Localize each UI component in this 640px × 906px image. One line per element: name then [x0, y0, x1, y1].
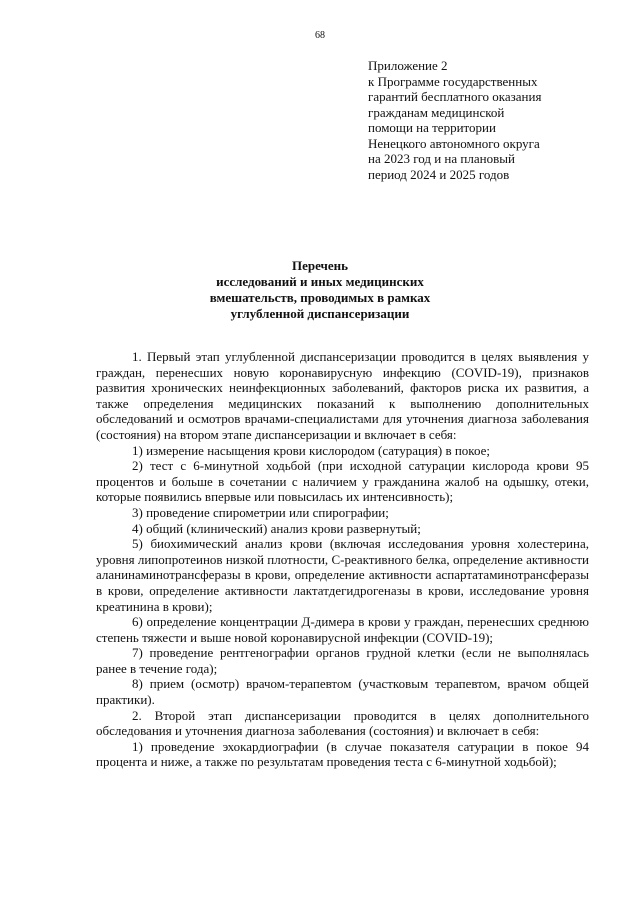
appendix-line: гарантий бесплатного оказания	[368, 89, 542, 104]
list-item: 3) проведение спирометрии или спирографии;	[132, 504, 389, 520]
appendix-line: к Программе государственных	[368, 73, 538, 89]
list-item: 4) общий (клинический) анализ крови развернутый;	[132, 520, 421, 536]
document-title	[0, 258, 640, 322]
title-line: вмешательств, проводимых в рамках	[209, 290, 431, 305]
list-item: 1) проведение эхокардиографии (в случае показателя сатурации в покое 94 процента и ниже, а также по результатам проведения теста с 6-минутной ходьбой);	[96, 738, 589, 770]
list-item: 1) измерение насыщения крови кислородом (сатурация) в покое;	[132, 442, 490, 458]
title-line: исследований и иных медицинских	[216, 274, 424, 289]
list-item: 7) проведение рентгенографии органов грудной клетки (если не выполнялась ранее в течение года);	[96, 645, 589, 676]
list-item: 8) прием (осмотр) врачом-терапевтом (участковым терапевтом, врачом общей практики).	[96, 676, 589, 708]
appendix-line: Приложение 2	[368, 58, 448, 73]
list-item: 2) тест с 6-минутной ходьбой (при исходной сатурации кислорода крови 95 процентов и больше в сочетании с наличием у гражданина жалоб на одышку, отеки, которые появились впервые или повысилась их интенсивность);	[96, 458, 589, 505]
appendix-line: период 2024 и 2025 годов	[368, 166, 510, 182]
list-item: 6) определение концентрации Д-димера в крови у граждан, перенесших среднюю степень тяжести и выше новой коронавирусной инфекции (COVID-19);	[96, 614, 589, 645]
appendix-line: на 2023 год и на плановый	[368, 151, 515, 166]
title-line: углубленной диспансеризации	[230, 306, 410, 321]
appendix-line: помощи на территории	[368, 120, 496, 135]
appendix-header	[368, 58, 618, 182]
title-line: Перечень	[291, 258, 349, 273]
page-number: 68	[315, 30, 325, 41]
list-item: 5) биохимический анализ крови (включая исследования уровня холестерина, уровня липопротеинов низкой плотности, С-реактивного белка, определение активности аланинаминотрансферазы в крови, определение активности аспартатаминотрансферазы в крови, определение активности лактатдегидрогеназы в крови, исследование уровня креатинина в крови);	[96, 536, 589, 614]
appendix-line: гражданам медицинской	[368, 104, 505, 120]
paragraph-stage-2-intro: 2. Второй этап диспансеризации проводится в целях дополнительного обследования и уточнения диагноза заболевания (состояния) и включает в себя:	[96, 707, 589, 739]
document-body	[96, 349, 589, 770]
paragraph-stage-1-intro: 1. Первый этап углубленной диспансеризации проводится в целях выявления у граждан, перенесших новую коронавирусную инфекцию (COVID-19), признаков развития хронических неинфекционных заболеваний, факторов риска их развития, а также определения медицинских показаний к выполнению дополнительных обследований и осмотров врачами-специалистами для уточнения диагноза заболевания (состояния) на втором этапе диспансеризации и включает в себя:	[96, 349, 589, 442]
appendix-line: Ненецкого автономного округа	[368, 135, 540, 151]
